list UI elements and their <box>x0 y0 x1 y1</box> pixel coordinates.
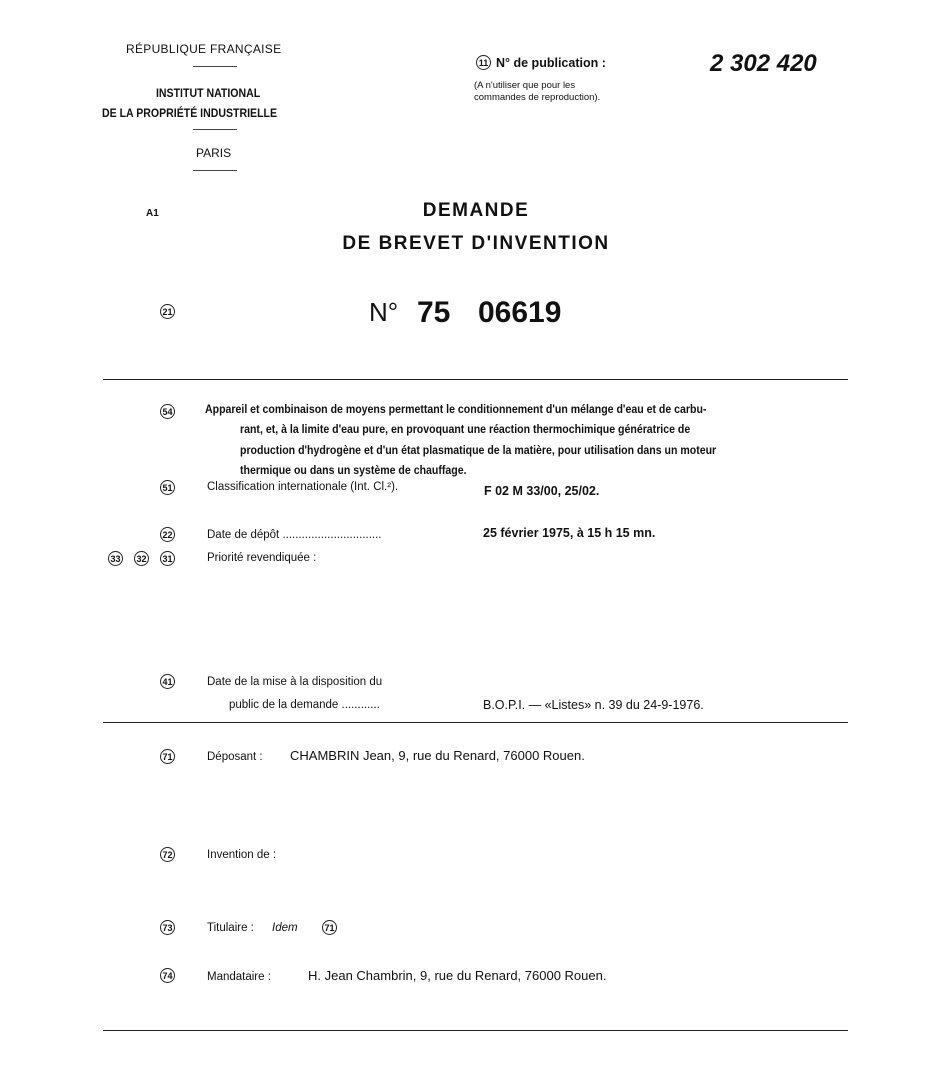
separator-rule <box>103 722 848 723</box>
inid-code-circle: 33 <box>108 551 123 566</box>
invention-title-line3: production d'hydrogène et d'un état plasmatique de la matière, pour utilisation dans un moteur <box>240 443 717 457</box>
publication-date-label-line2: public de la demande ............ <box>229 699 380 711</box>
inid-code-circle: 11 <box>476 55 491 70</box>
institute-line2: DE LA PROPRIÉTÉ INDUSTRIELLE <box>102 106 278 120</box>
application-number: 06619 <box>478 296 562 329</box>
publication-date-label-line1: Date de la mise à la disposition du <box>207 676 383 688</box>
agent-value: H. Jean Chambrin, 9, rue du Renard, 76000 Rouen. <box>308 968 607 983</box>
inid-code-circle: 21 <box>160 304 175 319</box>
invention-title-line1: Appareil et combinaison de moyens permettant le conditionnement d'un mélange d'eau et de carbu- <box>205 402 707 416</box>
invention-title-line4: thermique ou dans un système de chauffage. <box>240 463 467 477</box>
institute-line1: INSTITUT NATIONAL <box>156 86 261 100</box>
document-type-line2: DE BREVET D'INVENTION <box>342 233 610 254</box>
publication-note-line2: commandes de reproduction). <box>474 92 601 103</box>
priority-label: Priorité revendiquée : <box>207 552 317 564</box>
inventor-label: Invention de : <box>207 849 277 861</box>
inid-code-circle: 54 <box>160 404 175 419</box>
holder-value: Idem <box>272 922 298 934</box>
application-year: 75 <box>417 296 451 329</box>
inid-code-circle: 74 <box>160 968 175 983</box>
inid-code-circle: 71 <box>322 920 337 935</box>
separator-rule <box>103 1030 848 1031</box>
document-type-line1: DEMANDE <box>422 200 530 221</box>
application-number-prefix: N° <box>369 297 399 327</box>
applicant-value: CHAMBRIN Jean, 9, rue du Renard, 76000 Rouen. <box>290 748 585 763</box>
kind-code: A1 <box>146 208 159 219</box>
inid-code-circle: 22 <box>160 527 175 542</box>
divider <box>193 129 237 130</box>
classification-label: Classification internationale (Int. Cl.²). <box>207 481 399 493</box>
publication-label: N° de publication : <box>496 56 606 70</box>
inid-code-circle: 41 <box>160 674 175 689</box>
inid-code-circle: 71 <box>160 749 175 764</box>
city-name: PARIS <box>196 146 232 160</box>
publication-note-line1: (A n'utiliser que pour les <box>474 80 576 91</box>
inid-code-circle: 32 <box>134 551 149 566</box>
holder-label: Titulaire : <box>207 922 254 934</box>
filing-date-value: 25 février 1975, à 15 h 15 mn. <box>483 526 656 540</box>
inid-code-circle: 51 <box>160 480 175 495</box>
agent-label: Mandataire : <box>207 971 271 983</box>
inid-code-circle: 73 <box>160 920 175 935</box>
filing-date-label: Date de dépôt ............................... <box>207 529 382 541</box>
divider <box>193 66 237 67</box>
applicant-label: Déposant : <box>207 751 263 763</box>
divider <box>193 170 237 171</box>
separator-rule <box>103 379 848 380</box>
classification-value: F 02 M 33/00, 25/02. <box>484 484 600 498</box>
country-name: RÉPUBLIQUE FRANÇAISE <box>126 42 282 56</box>
inid-code-circle: 72 <box>160 847 175 862</box>
publication-number: 2 302 420 <box>710 50 817 77</box>
invention-title-line2: rant, et, à la limite d'eau pure, en provoquant une réaction thermochimique génératrice de <box>240 422 691 436</box>
publication-date-value: B.O.P.I. — «Listes» n. 39 du 24-9-1976. <box>483 698 704 712</box>
inid-code-circle: 31 <box>160 551 175 566</box>
